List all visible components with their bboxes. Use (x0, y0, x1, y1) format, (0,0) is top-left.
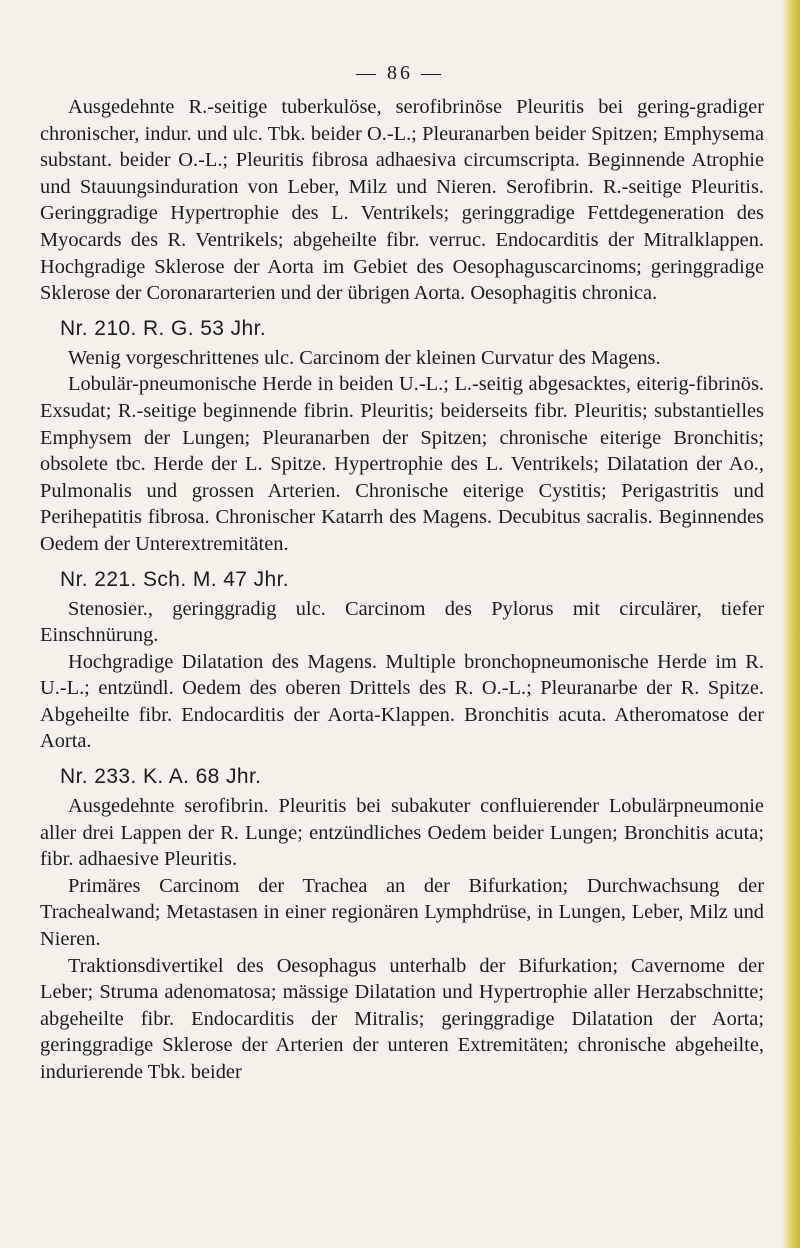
page-edge (782, 0, 800, 1248)
paragraph: Stenosier., geringgradig ulc. Carcinom des Pylorus mit circulärer, tiefer Einschnürung. (40, 597, 764, 647)
paragraph: Ausgedehnte R.-seitige tuberkulöse, serofibrinöse Pleuritis bei gering-gradiger chronischer, indur. und ulc. Tbk. beider O.-L.; Pleuranarben beider Spitzen; Emphysema substant. beider O.-L.; Pleuritis fibrosa adhaesiva circumscripta. Beginnende Atrophie und Stauungsinduration von Leber, Milz und Nieren. Serofibrin. R.-seitige Pleuritis. Geringgradige Hypertrophie des L. Ventrikels; geringgradige Fettdegeneration des Myocards des R. Ventrikels; abgeheilte fibr. verruc. Endocarditis der Mitralklappen. Hochgradige Sklerose der Aorta im Gebiet des Oesophaguscarcinoms; geringgradige Sklerose der Coronararterien und der übrigen Aorta. Oesophagitis chronica. (40, 96, 764, 305)
paragraph: Wenig vorgeschrittenes ulc. Carcinom der kleinen Curvatur des Magens. (68, 346, 661, 369)
case-heading: Nr. 221. Sch. M. 47 Jhr. (60, 567, 290, 591)
page-body (40, 58, 764, 1086)
page-number: — 86 — (356, 62, 444, 84)
paragraph: Ausgedehnte serofibrin. Pleuritis bei subakuter confluierender Lobulärpneumonie aller drei Lappen der R. Lunge; entzündliches Oedem beider Lungen; Bronchitis acuta; fibr. adhaesive Pleuritis. (40, 795, 764, 871)
paragraph: Hochgradige Dilatation des Magens. Multiple bronchopneumonische Herde im R. U.-L.; entzündl. Oedem des oberen Drittels des R. O.-L.; Pleuranarbe der R. Spitze. Abgeheilte fibr. Endocarditis der Aorta-Klappen. Bronchitis acuta. Atheromatose der Aorta. (40, 650, 764, 753)
paragraph: Lobulär-pneumonische Herde in beiden U.-L.; L.-seitig abgesacktes, eiterig-fibrinös. Exsudat; R.-seitige beginnende fibrin. Pleuritis; beiderseits fibr. Pleuritis; substantielles Emphysem der Lungen; Pleuranarben der Spitzen; chronische eiterige Bronchitis; obsolete tbc. Herde der L. Spitze. Hypertrophie des L. Ventrikels; Dilatation der Ao., Pulmonalis und grossen Arterien. Chronische eiterige Cystitis; Perigastritis und Perihepatitis fibrosa. Chronischer Katarrh des Magens. Decubitus sacralis. Beginnendes Oedem der Unterextremitäten. (40, 373, 764, 555)
paragraph: Primäres Carcinom der Trachea an der Bifurkation; Durchwachsung der Trachealwand; Metastasen in einer regionären Lymphdrüse, in Lungen, Leber, Milz und Nieren. (40, 874, 764, 951)
paragraph: Traktionsdivertikel des Oesophagus unterhalb der Bifurkation; Cavernome der Leber; Struma adenomatosa; mässige Dilatation und Hypertrophie aller Herzabschnitte; abgeheilte fibr. Endocarditis der Mitralis; geringgradige Dilatation der Aorta; geringgradige Sklerose der Arterien der unteren Extremitäten; chronische abgeheilte, indurierende Tbk. beider (40, 954, 764, 1083)
case-heading: Nr. 233. K. A. 68 Jhr. (60, 765, 262, 789)
case-heading: Nr. 210. R. G. 53 Jhr. (60, 316, 267, 340)
